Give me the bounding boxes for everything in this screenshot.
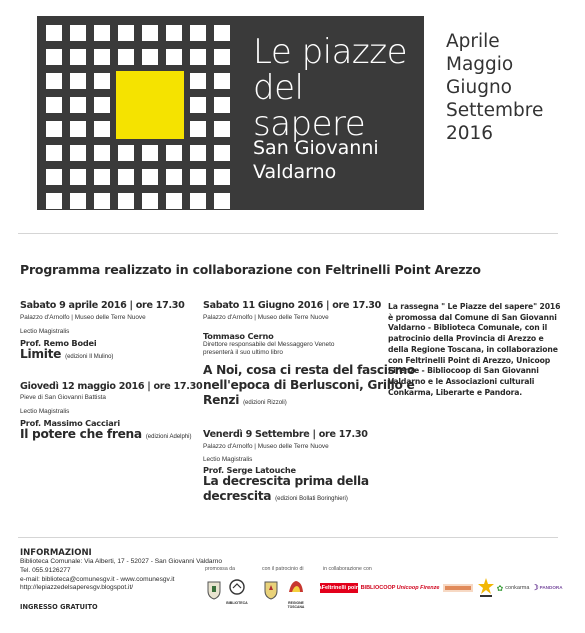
edition: (edizioni Il Mulino)	[65, 354, 114, 360]
grid-square	[70, 169, 86, 185]
regione-toscana-logo	[285, 578, 307, 609]
event-date: Sabato 11 Giugno 2016 | ore 17.30	[203, 300, 382, 311]
event-place: Palazzo d'Arnolfo | Museo delle Terre Nuove	[203, 443, 329, 450]
talk-title: Limite	[20, 347, 62, 361]
grid-square	[142, 49, 158, 65]
grid-square	[94, 145, 110, 161]
grid-square	[46, 193, 62, 209]
info-address: Biblioteca Comunale: Via Alberti, 17 - 52027 - San Giovanni Valdarno	[20, 558, 223, 565]
info-phone: Tel. 055.9126277	[20, 566, 71, 574]
grid-square	[46, 97, 62, 113]
grid-square	[70, 145, 86, 161]
provincia-crest-icon	[263, 580, 279, 600]
talk-title-line: nell'epoca di Berlusconi, Grillo e	[203, 378, 415, 392]
grid-square	[94, 73, 110, 89]
square-grid-logo	[37, 16, 231, 210]
edition: (edizioni Bollati Boringhieri)	[275, 496, 348, 502]
grid-square	[190, 73, 206, 89]
grid-square	[142, 193, 158, 209]
pandora-logo-text: PANDORA	[539, 584, 563, 590]
grid-square	[214, 97, 230, 113]
event-talk-title	[203, 474, 369, 507]
biblioteca-logo	[226, 578, 248, 604]
month-item: Settembre	[446, 100, 544, 121]
grid-square	[46, 169, 62, 185]
programme-heading: Programma realizzato in collaborazione con Feltrinelli Point Arezzo	[20, 262, 481, 277]
yellow-square	[116, 71, 184, 139]
grid-square	[118, 25, 134, 41]
event-talk-title	[20, 427, 192, 445]
title-line-2: del sapere	[253, 68, 366, 144]
conkarma-logo: ✿ conkarma	[496, 583, 530, 593]
promoted-by-label: promossa da	[205, 566, 235, 572]
month-item: Giugno	[446, 77, 512, 98]
grid-square	[46, 49, 62, 65]
pandora-logo: ☽ PANDORA	[531, 582, 563, 592]
grid-square	[214, 193, 230, 209]
talk-title-line: decrescita	[203, 489, 272, 503]
event-date: Sabato 9 aprile 2016 | ore 17.30	[20, 300, 185, 311]
feltrinelli-logo: laFeltrinelli point	[317, 585, 362, 591]
location-line-2: Valdarno	[253, 161, 337, 183]
grid-square	[142, 25, 158, 41]
grid-square	[142, 145, 158, 161]
grid-square	[166, 169, 182, 185]
event-type: Lectio Magistralis	[20, 408, 70, 415]
event-place: Palazzo d'Arnolfo | Museo delle Terre Nuove	[203, 314, 329, 321]
speaker-role: presenterà il suo ultimo libro	[203, 349, 283, 356]
event-date: Giovedì 12 maggio 2016 | ore 17.30	[20, 381, 203, 392]
grid-square	[214, 73, 230, 89]
event-speaker: Prof. Massimo Cacciari	[20, 418, 120, 428]
grid-square	[190, 169, 206, 185]
grid-square	[46, 25, 62, 41]
grid-square	[190, 193, 206, 209]
event-talk-title	[203, 363, 415, 411]
grid-square	[190, 49, 206, 65]
grid-square	[94, 49, 110, 65]
event-speaker: Prof. Remo Bodei	[20, 338, 97, 348]
title-line-1: Le piazze	[253, 32, 408, 72]
grid-square	[94, 25, 110, 41]
comune-crest-icon	[206, 580, 222, 600]
months-list	[446, 30, 543, 145]
grid-square	[214, 25, 230, 41]
event-location	[253, 136, 379, 184]
event-place: Palazzo d'Arnolfo | Museo delle Terre Nuove	[20, 314, 146, 321]
grid-square	[46, 73, 62, 89]
event-title	[253, 34, 424, 142]
grid-square	[46, 145, 62, 161]
free-entry: INGRESSO GRATUITO	[20, 603, 98, 612]
patronage-label: con il patrocinio di	[262, 566, 304, 572]
grid-square	[214, 145, 230, 161]
liberarte-logo	[478, 576, 494, 598]
talk-title-line: Renzi	[203, 393, 240, 407]
grid-square	[190, 25, 206, 41]
grid-square	[70, 121, 86, 137]
grid-square	[94, 169, 110, 185]
month-item: Aprile	[446, 31, 500, 52]
talk-title-line: A Noi, cosa ci resta del fascismo	[203, 363, 416, 377]
bibliocoop-logo: BIBLIOCOOP	[360, 585, 396, 591]
title-box	[231, 16, 424, 210]
grid-square	[166, 49, 182, 65]
grid-square	[190, 97, 206, 113]
grid-square	[214, 121, 230, 137]
grid-square	[70, 49, 86, 65]
grid-square	[118, 193, 134, 209]
grid-square	[70, 73, 86, 89]
edition: (edizioni Adelphi)	[145, 434, 192, 440]
info-email[interactable]: e-mail: biblioteca@comunesgv.it - www.comunesgv.it	[20, 575, 175, 583]
about-text: La rassegna " Le Piazze del sapere" 2016 è promossa dal Comune di San Giovanni Valdarno - Biblioteca Comunale, con il patrocinio della Provincia di Arezzo e della Regione Toscana, in collaborazione con Feltrinelli Point di Arezzo, Unicoop Firenze - Bibliocoop di San Giovanni Valdarno e le Associazioni culturali Conkarma, Liberarte e Pandora.	[388, 302, 561, 397]
logo-grid	[37, 16, 231, 210]
grid-square	[166, 25, 182, 41]
event-type: Lectio Magistralis	[20, 328, 70, 335]
unicoop-logo: Unicoop Firenze	[396, 585, 440, 591]
talk-title: Il potere che frena	[20, 427, 142, 441]
grid-square	[94, 121, 110, 137]
info-block	[20, 548, 222, 612]
grid-square	[70, 193, 86, 209]
event-place: Pieve di San Giovanni Battista	[20, 394, 106, 401]
grid-square	[190, 145, 206, 161]
info-blog-link[interactable]: http://lepiazzedelsaperesgv.blogspot.it/	[20, 584, 134, 592]
event-talk-title	[20, 347, 113, 365]
grid-square	[46, 121, 62, 137]
location-line-1: San Giovanni	[253, 137, 379, 159]
collaboration-label: in collaborazione con	[323, 566, 372, 572]
grid-square	[214, 49, 230, 65]
event-speaker: Prof. Serge Latouche	[203, 465, 296, 475]
speaker-role: Direttore responsabile del Messaggero Veneto	[203, 341, 335, 348]
grid-square	[214, 169, 230, 185]
info-heading: INFORMAZIONI	[20, 548, 92, 558]
associazione-logo	[443, 581, 473, 595]
event-date: Venerdì 9 Settembre | ore 17.30	[203, 429, 368, 440]
grid-square	[70, 97, 86, 113]
grid-square	[70, 25, 86, 41]
edition: (edizioni Rizzoli)	[243, 400, 287, 406]
grid-square	[118, 169, 134, 185]
biblioteca-logo-text: BIBLIOTECA	[226, 601, 248, 605]
grid-square	[94, 193, 110, 209]
year: 2016	[446, 123, 494, 144]
conkarma-logo-text: conkarma	[505, 585, 530, 591]
event-type: Lectio Magistralis	[203, 456, 253, 463]
event-speaker: Tommaso Cerno	[203, 331, 274, 341]
divider-bottom	[18, 537, 558, 538]
grid-square	[118, 145, 134, 161]
grid-square	[190, 121, 206, 137]
grid-square	[142, 169, 158, 185]
talk-title-line: La decrescita prima della	[203, 474, 369, 488]
grid-square	[166, 145, 182, 161]
grid-square	[118, 49, 134, 65]
divider-top	[18, 233, 558, 234]
grid-square	[166, 193, 182, 209]
regione-logo-text: REGIONE TOSCANA	[287, 601, 305, 609]
month-item: Maggio	[446, 54, 514, 75]
grid-square	[94, 97, 110, 113]
